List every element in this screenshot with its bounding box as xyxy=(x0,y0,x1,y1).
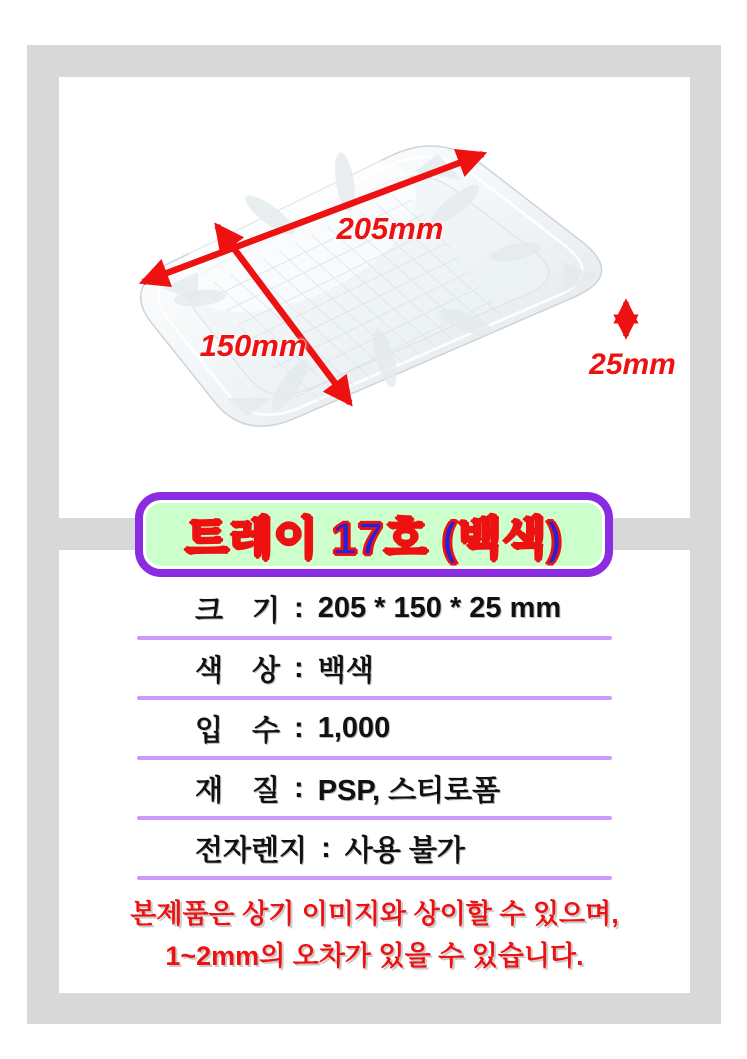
spec-colon: : xyxy=(294,711,304,744)
spec-colon: : xyxy=(294,651,304,684)
product-title: 트레이 17호 (백색) xyxy=(185,513,563,564)
spec-row-microwave xyxy=(137,820,612,876)
dimension-label-length: 205mm xyxy=(336,211,444,246)
spec-row-size xyxy=(137,580,612,636)
tray-illustration xyxy=(141,126,602,426)
spec-label-material: 재 질 xyxy=(195,774,281,807)
spec-separator xyxy=(137,876,612,880)
spec-label-microwave: 전자렌지 xyxy=(195,834,308,867)
spec-row-material xyxy=(137,760,612,816)
disclaimer-line-1: 본제품은 상기 이미지와 상이할 수 있으며, xyxy=(130,899,619,929)
spec-value-microwave: 사용 불가 xyxy=(344,834,465,867)
spec-colon: : xyxy=(294,771,304,804)
spec-table xyxy=(137,580,612,880)
spec-row-quantity xyxy=(137,700,612,756)
product-title-box xyxy=(135,492,613,577)
spec-value-material: PSP, 스티로폼 xyxy=(317,774,501,807)
spec-value-quantity: 1,000 xyxy=(317,711,391,744)
dimension-label-height: 25mm xyxy=(589,348,676,381)
spec-colon: : xyxy=(294,591,304,624)
dimension-label-width: 150mm xyxy=(199,328,307,363)
spec-label-color: 색 상 xyxy=(195,654,281,687)
spec-label-size: 크 기 xyxy=(195,594,281,627)
spec-colon: : xyxy=(321,831,331,864)
spec-row-color xyxy=(137,640,612,696)
disclaimer xyxy=(107,893,642,977)
spec-value-color: 백색 xyxy=(317,654,374,687)
spec-label-quantity: 입 수 xyxy=(195,714,281,747)
spec-value-size: 205 * 150 * 25 mm xyxy=(317,591,562,624)
disclaimer-line-2: 1~2mm의 오차가 있을 수 있습니다. xyxy=(165,941,584,971)
